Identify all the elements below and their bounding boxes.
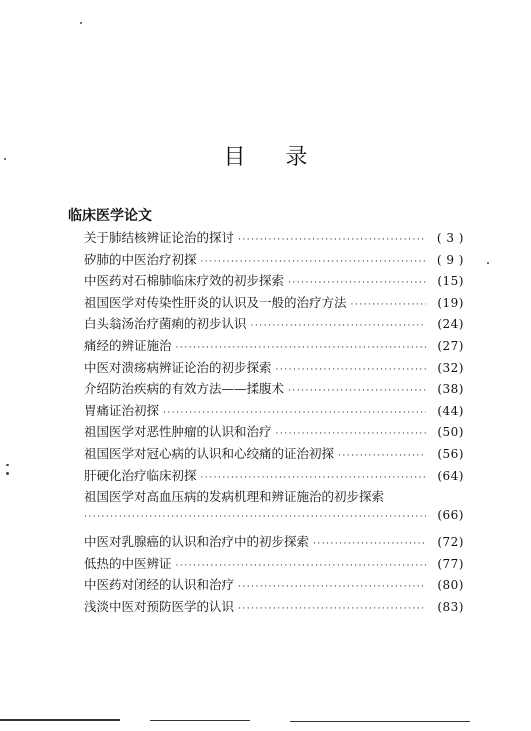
bottom-scan-edge — [290, 721, 470, 722]
toc-entry-title: 肝硬化治疗临床初探 — [84, 467, 197, 483]
toc-entry[interactable] — [84, 314, 464, 336]
toc-entry[interactable] — [84, 358, 464, 380]
toc-entry-title: 痛经的辨证施治 — [84, 337, 172, 353]
toc-entry[interactable] — [84, 336, 464, 358]
scan-speck — [6, 472, 9, 475]
toc-entry-title: 白头翁汤治疗菌痢的初步认识 — [84, 316, 247, 332]
toc-leader-dots — [201, 473, 426, 483]
toc-entry-title: 祖国医学对恶性肿瘤的认识和治疗 — [84, 424, 272, 440]
toc-entry-page: (56) — [437, 446, 464, 461]
toc-leader-dots — [176, 343, 426, 353]
toc-entry[interactable] — [84, 293, 464, 315]
toc-entry-page: (38) — [437, 382, 464, 397]
toc-entry-page: (44) — [437, 403, 464, 418]
toc-entry-title: 中医药对闭经的认识和治疗 — [84, 577, 235, 593]
toc-entry[interactable] — [84, 228, 464, 250]
scan-speck — [6, 464, 9, 466]
toc-entry[interactable] — [84, 532, 464, 554]
toc-entry-page: (19) — [437, 295, 464, 310]
toc-entry[interactable] — [84, 575, 464, 597]
toc-leader-dots — [251, 321, 426, 331]
toc-entry-page: (32) — [437, 360, 464, 375]
title-char-1: 目 — [223, 145, 246, 170]
toc-entry-title: 浅淡中医对预防医学的认识 — [84, 598, 235, 614]
toc-leader-dots — [313, 539, 426, 549]
toc-entry-title: 胃痛证治初探 — [84, 402, 160, 418]
toc-entry-page: (80) — [437, 578, 464, 593]
toc-entry-title: 祖国医学对高血压病的发病机理和辨证施治的初步探索 — [84, 489, 385, 505]
toc-entry-title: 祖国医学对冠心病的认识和心绞痛的证治初探 — [84, 445, 335, 461]
toc-leader-dots — [276, 429, 426, 439]
table-of-contents — [84, 228, 464, 619]
page-title — [0, 140, 531, 171]
toc-entry-page: (83) — [437, 599, 464, 614]
toc-leader-dots — [288, 386, 426, 396]
toc-leader-dots — [351, 300, 426, 310]
toc-entry-title: 祖国医学对传染性肝炎的认识及一般的治疗方法 — [84, 294, 347, 310]
toc-entry[interactable] — [84, 271, 464, 293]
toc-entry[interactable] — [84, 597, 464, 619]
toc-entry-page: (50) — [437, 425, 464, 440]
toc-leader-dots — [176, 561, 426, 571]
toc-entry-page: ( 9 ) — [436, 252, 464, 267]
toc-entry-continuation[interactable] — [84, 508, 464, 532]
toc-entry-page: (66) — [437, 508, 464, 523]
toc-leader-dots — [163, 408, 426, 418]
toc-entry-title: 中医对溃疡病辨证论治的初步探索 — [84, 359, 272, 375]
toc-leader-dots — [238, 235, 426, 245]
scan-speck — [4, 158, 6, 160]
toc-leader-dots — [276, 365, 426, 375]
bottom-scan-edge — [150, 720, 250, 721]
toc-entry-page: (64) — [437, 468, 464, 483]
toc-entry-title: 介绍防治疾病的有效方法——揉腹术 — [84, 381, 285, 397]
toc-entry[interactable] — [84, 466, 464, 488]
bottom-scan-edge — [0, 719, 120, 721]
toc-entry[interactable] — [84, 444, 464, 466]
toc-leader-dots — [338, 451, 426, 461]
toc-leader-dots — [238, 604, 426, 614]
toc-entry-page: ( 3 ) — [436, 231, 464, 245]
scan-speck — [80, 22, 82, 24]
scan-speck — [487, 262, 489, 264]
toc-entry-page: (72) — [437, 535, 464, 550]
toc-entry[interactable] — [84, 487, 464, 508]
toc-leader-dots — [238, 582, 426, 592]
toc-entry[interactable] — [84, 554, 464, 576]
toc-entry[interactable] — [84, 401, 464, 423]
toc-entry[interactable] — [84, 422, 464, 444]
toc-leader-dots — [288, 278, 426, 288]
section-heading: 临床医学论文 — [68, 208, 152, 224]
toc-entry-page: (77) — [437, 556, 464, 571]
toc-entry-page: (27) — [437, 338, 464, 353]
toc-entry-title: 低热的中医辨证 — [84, 555, 172, 571]
toc-entry[interactable] — [84, 379, 464, 401]
toc-entry-title: 中医对乳腺癌的认识和治疗中的初步探索 — [84, 534, 310, 550]
toc-entry-page: (15) — [437, 274, 464, 289]
toc-entry-page: (24) — [437, 317, 464, 332]
toc-leader-dots — [201, 257, 426, 267]
toc-entry-title: 中医药对石棉肺临床疗效的初步探索 — [84, 273, 285, 289]
toc-entry-title: 矽肺的中医治疗初探 — [84, 251, 197, 267]
toc-entry[interactable] — [84, 250, 464, 272]
toc-entry-title: 关于肺结核辨证论治的探讨 — [84, 230, 235, 245]
toc-leader-dots — [84, 512, 426, 522]
title-char-2: 录 — [285, 145, 308, 170]
